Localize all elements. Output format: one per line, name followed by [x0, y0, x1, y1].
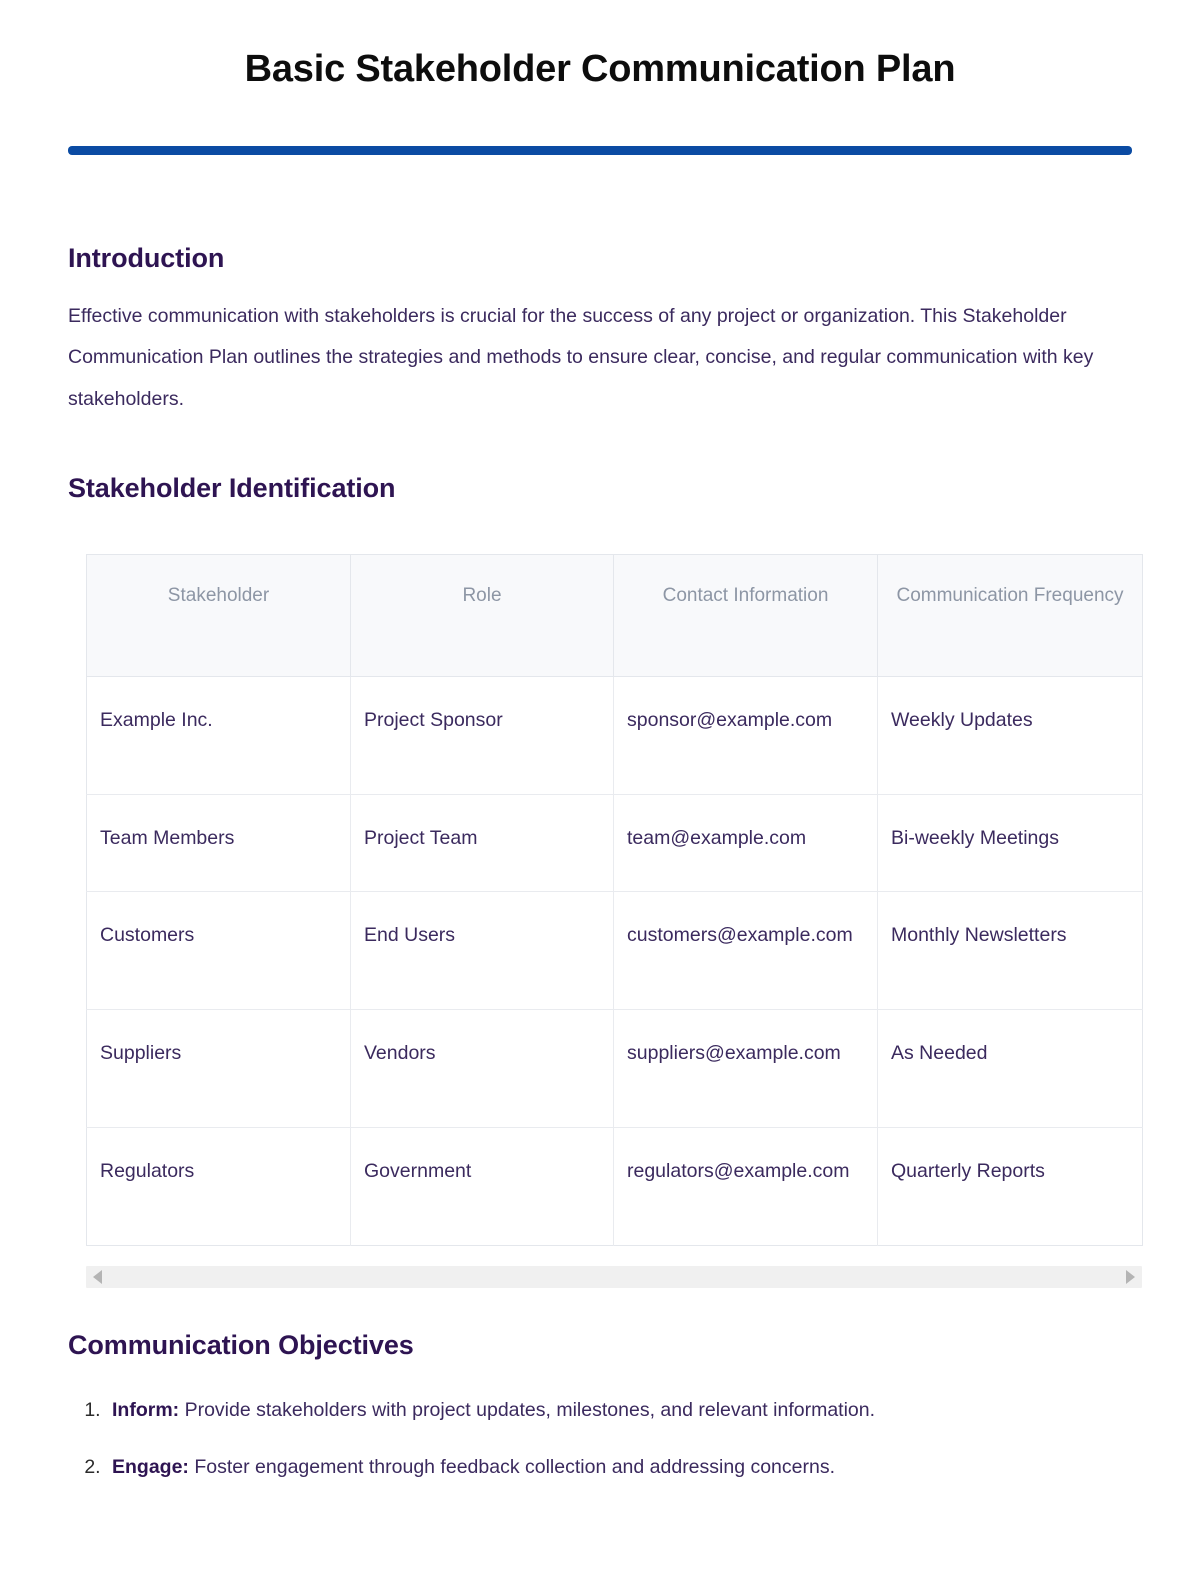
- cell-contact: customers@example.com: [614, 892, 878, 1010]
- stakeholder-table: [86, 554, 1143, 1246]
- section-heading-communication-objectives: Communication Objectives: [68, 1330, 414, 1361]
- column-header-communication-frequency: Communication Frequency: [878, 555, 1143, 677]
- stakeholder-table-container: [86, 554, 1142, 1246]
- table-header: [87, 555, 1143, 677]
- cell-frequency: Quarterly Reports: [891, 1160, 1045, 1183]
- cell-contact: suppliers@example.com: [614, 1010, 878, 1128]
- table-row: [87, 677, 1143, 795]
- cell-role: Government: [351, 1128, 614, 1246]
- section-heading-stakeholder-identification: Stakeholder Identification: [68, 473, 396, 504]
- cell-frequency: Weekly Updates: [878, 677, 1143, 795]
- cell-role: End Users: [351, 892, 614, 1010]
- list-item: [106, 1395, 1132, 1426]
- cell-stakeholder: Regulators: [87, 1128, 351, 1246]
- cell-stakeholder: Customers: [87, 892, 351, 1010]
- column-header-contact-information: Contact Information: [614, 555, 878, 677]
- introduction-paragraph: Effective communication with stakeholders is crucial for the success of any project or organization. This Stakeholder Communication Plan outlines the strategies and methods to ensure clear, concise, and regular communication with key stakeholders.: [68, 304, 1094, 411]
- table-horizontal-scrollbar[interactable]: [86, 1266, 1142, 1288]
- page-title: Basic Stakeholder Communication Plan: [244, 48, 956, 90]
- cell-contact: sponsor@example.com: [614, 677, 878, 795]
- table-row: [87, 892, 1143, 1010]
- objective-text: Provide stakeholders with project updates, milestones, and relevant information.: [179, 1399, 876, 1422]
- cell-role: Vendors: [351, 1010, 614, 1128]
- table-row: [87, 1128, 1143, 1246]
- cell-stakeholder: Team Members: [87, 795, 351, 892]
- cell-frequency: As Needed: [878, 1010, 1143, 1128]
- cell-stakeholder: Example Inc.: [87, 677, 351, 795]
- title-divider-rule: [68, 146, 1132, 155]
- scroll-right-arrow-icon[interactable]: [1126, 1270, 1135, 1284]
- cell-contact: team@example.com: [614, 795, 878, 892]
- table-row: [87, 1010, 1143, 1128]
- cell-frequency: Monthly Newsletters: [878, 892, 1143, 1010]
- column-header-role: Role: [351, 555, 614, 677]
- table-body: [87, 677, 1143, 1246]
- cell-contact: regulators@example.com: [614, 1128, 878, 1246]
- communication-objectives-list: [68, 1395, 1132, 1483]
- cell-role: Project Sponsor: [351, 677, 614, 795]
- cell-role: Project Team: [351, 795, 614, 892]
- cell-stakeholder: Suppliers: [87, 1010, 351, 1128]
- objective-text: Foster engagement through feedback collection and addressing concerns.: [188, 1456, 836, 1479]
- table-header-row: [87, 555, 1143, 677]
- scroll-left-arrow-icon[interactable]: [93, 1270, 102, 1284]
- objective-term: Engage:: [112, 1456, 189, 1479]
- cell-frequency: Bi-weekly Meetings: [878, 795, 1143, 892]
- section-heading-introduction: Introduction: [68, 242, 225, 273]
- column-header-stakeholder: Stakeholder: [87, 555, 351, 677]
- objective-term: Inform:: [112, 1399, 180, 1422]
- table-row: [87, 795, 1143, 892]
- list-item: [106, 1452, 1132, 1483]
